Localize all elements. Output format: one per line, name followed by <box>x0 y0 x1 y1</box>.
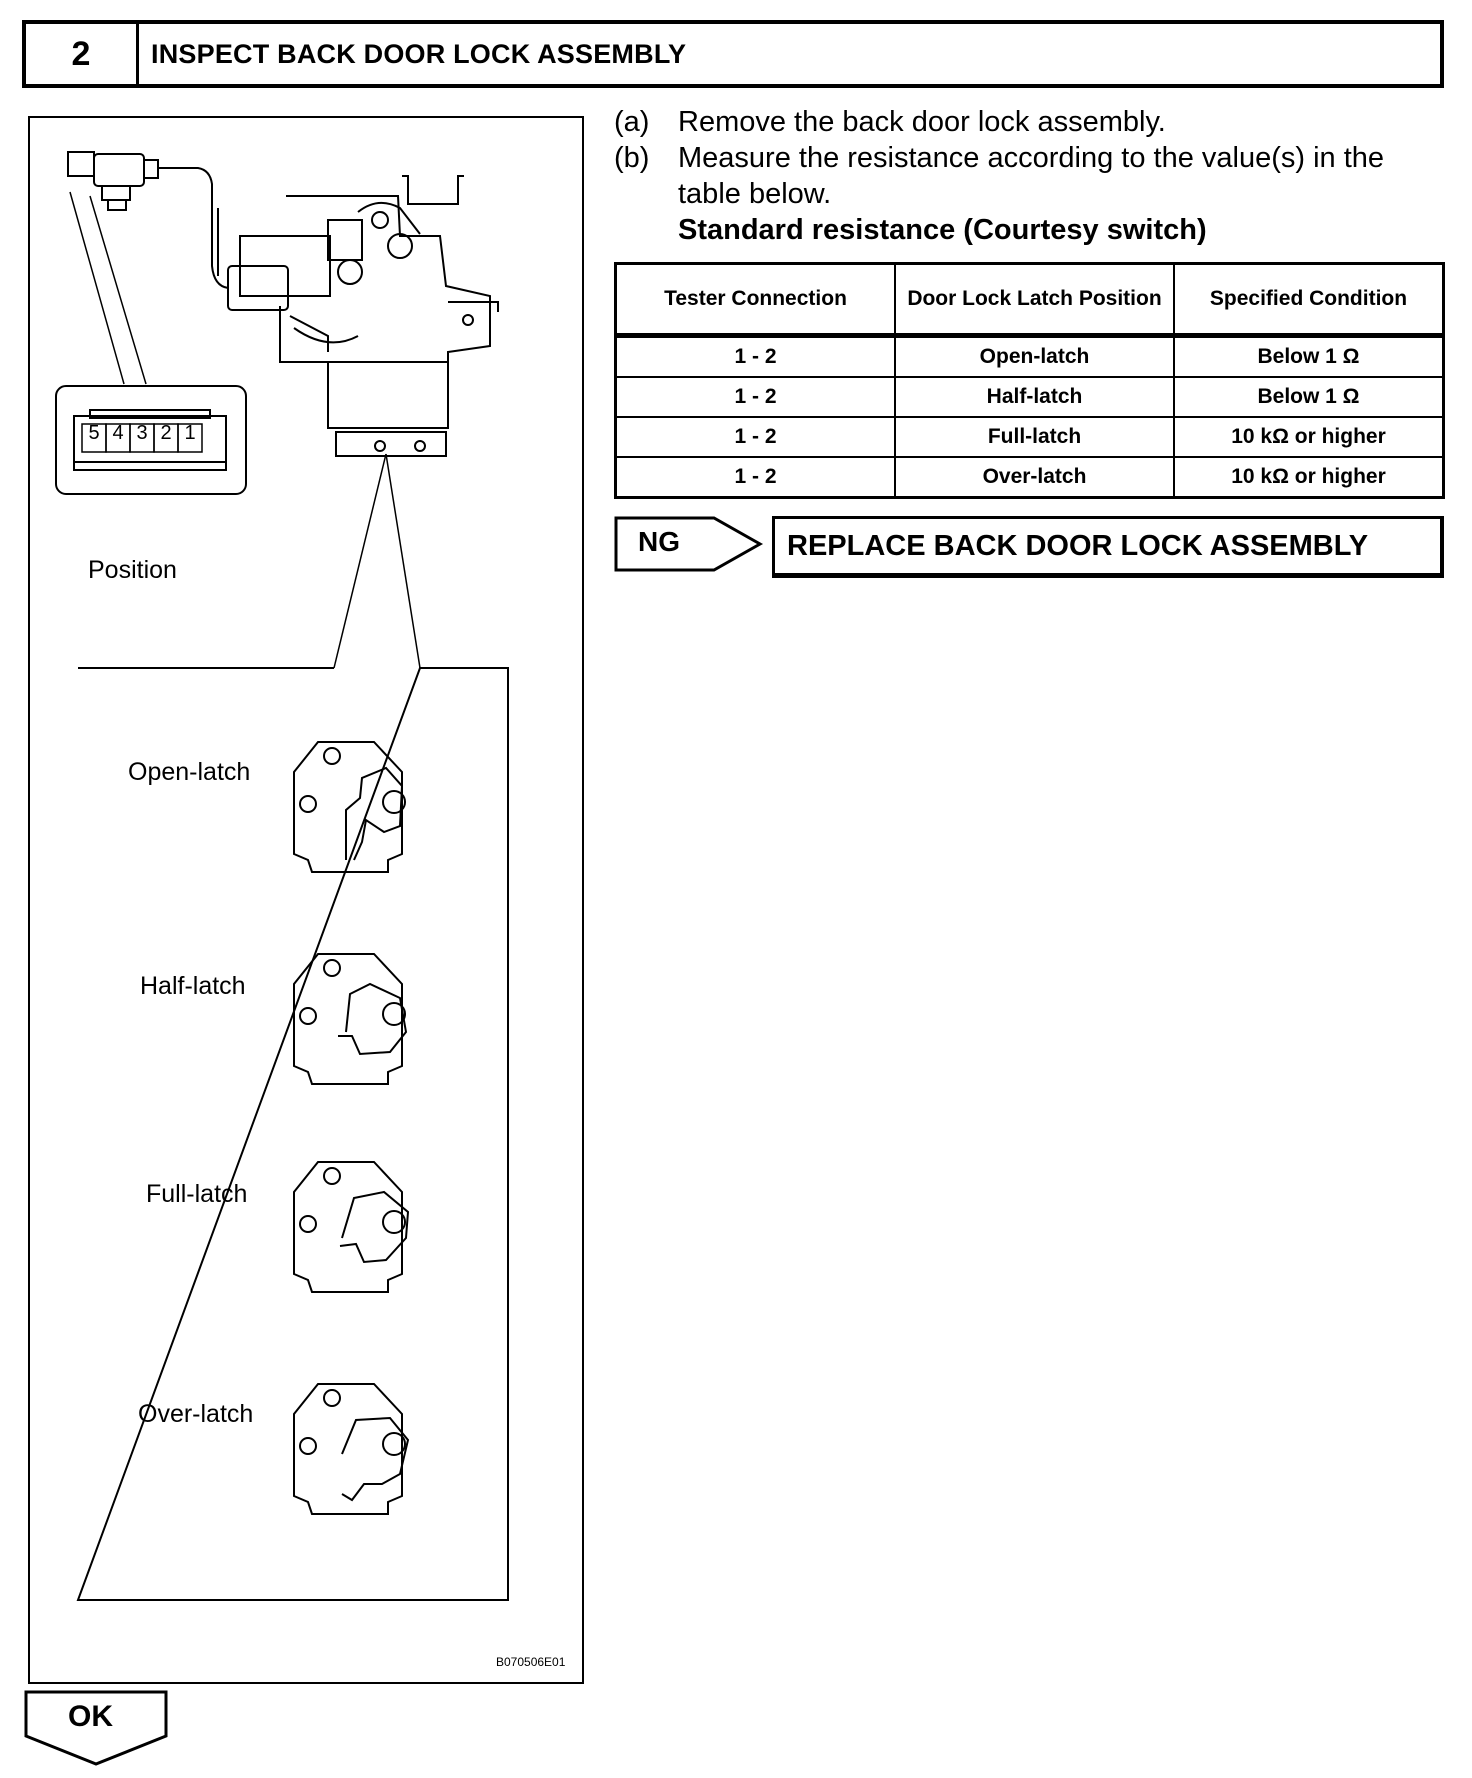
table-row <box>616 336 1444 378</box>
step-b <box>614 140 1444 212</box>
pin-label: 2 <box>160 422 172 444</box>
figure-code: B070506E01 <box>496 1655 566 1669</box>
latch-label-open: Open-latch <box>128 758 251 786</box>
right-arrow-icon <box>614 516 764 572</box>
half-latch-icon <box>294 954 406 1084</box>
pin-label: 4 <box>112 422 124 444</box>
instruction-steps <box>614 104 1444 248</box>
position-label: Position <box>88 556 177 584</box>
table-cell: Below 1 Ω <box>1174 377 1444 417</box>
table-cell: 1 - 2 <box>616 377 896 417</box>
full-latch-icon <box>294 1162 408 1292</box>
table-cell: Over-latch <box>895 457 1174 498</box>
table-row <box>616 417 1444 457</box>
table-cell: Open-latch <box>895 336 1174 378</box>
step-title: INSPECT BACK DOOR LOCK ASSEMBLY <box>151 38 687 69</box>
table-cell: 10 kΩ or higher <box>1174 417 1444 457</box>
latch-label-full: Full-latch <box>146 1180 248 1208</box>
lock-body-icon <box>212 176 498 456</box>
table-cell: 1 - 2 <box>616 417 896 457</box>
table-cell: Full-latch <box>895 417 1174 457</box>
table-cell: 1 - 2 <box>616 336 896 378</box>
ng-label: NG <box>638 526 680 557</box>
table-row <box>616 457 1444 498</box>
step-text: Measure the resistance according to the value(s) in the table below. <box>678 142 1385 210</box>
connector-plug-icon <box>68 152 212 210</box>
step-number: 2 <box>26 24 139 84</box>
lock-assembly-figure <box>28 116 584 1686</box>
pin-label: 3 <box>136 422 148 444</box>
replace-action-box: REPLACE BACK DOOR LOCK ASSEMBLY <box>772 516 1444 578</box>
column-header: Specified Condition <box>1174 264 1444 336</box>
step-letter: (a) <box>614 106 650 138</box>
table-cell: Below 1 Ω <box>1174 336 1444 378</box>
ng-arrow <box>614 516 764 572</box>
column-header: Tester Connection <box>616 264 896 336</box>
latch-label-over: Over-latch <box>138 1400 254 1428</box>
table-cell: 10 kΩ or higher <box>1174 457 1444 498</box>
table-cell: 1 - 2 <box>616 457 896 498</box>
lock-illustration <box>28 116 584 1686</box>
latch-label-half: Half-latch <box>140 972 246 1000</box>
step-text: Remove the back door lock assembly. <box>678 106 1166 138</box>
pin-label: 5 <box>88 422 100 444</box>
table-row <box>616 377 1444 417</box>
open-latch-icon <box>294 742 405 872</box>
resistance-table <box>614 262 1445 499</box>
step-letter: (b) <box>614 142 650 174</box>
pin-label: 1 <box>184 422 196 444</box>
step-header <box>22 20 1444 88</box>
column-header: Door Lock Latch Position <box>895 264 1174 336</box>
ok-arrow <box>24 1690 168 1766</box>
step-a <box>614 104 1444 140</box>
standard-title: Standard resistance (Courtesy switch) <box>678 214 1207 246</box>
over-latch-icon <box>294 1384 408 1514</box>
table-header-row <box>616 264 1444 336</box>
table-cell: Half-latch <box>895 377 1174 417</box>
ok-label: OK <box>68 1700 113 1733</box>
